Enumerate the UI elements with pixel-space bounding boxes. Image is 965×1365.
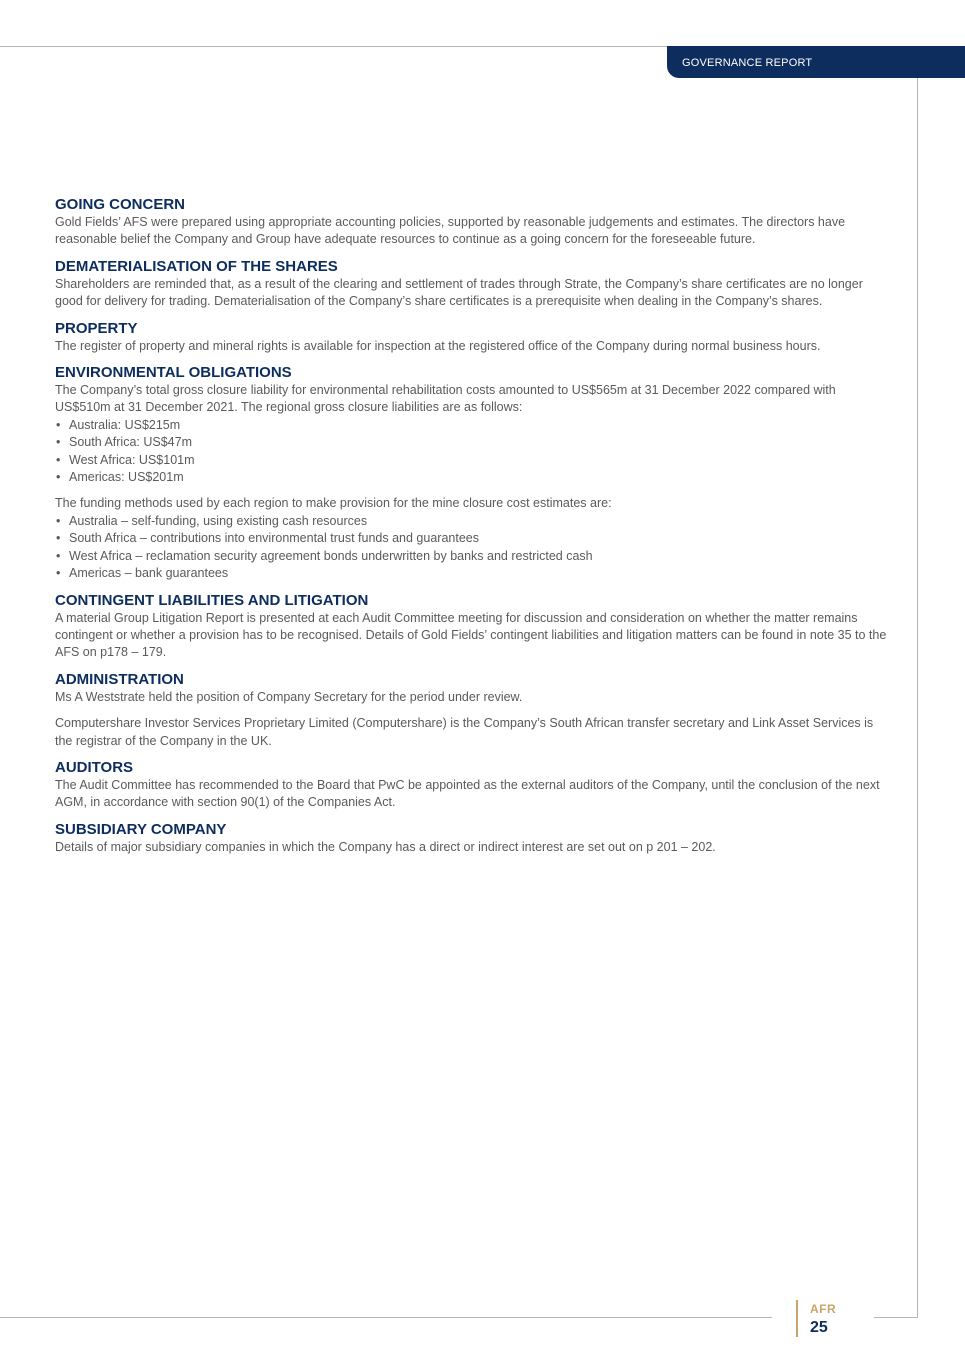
list-item: • Americas: US$201m	[55, 469, 890, 486]
paragraph: Details of major subsidiary companies in which the Company has a direct or indirect interest are set out on p 201 – 202.	[55, 839, 716, 854]
paragraph: Ms A Weststrate held the position of Company Secretary for the period under review.	[55, 689, 523, 704]
list-item: • Australia: US$215m	[55, 417, 890, 434]
paragraph: Gold Fields’ AFS were prepared using appropriate accounting policies, supported by reasonable judgements and estimates. The directors have reasonable belief the Company and Group have adequate resources to continue as a going concern for the foreseeable future.	[55, 215, 846, 247]
list-item: • South Africa – contributions into environmental trust funds and guarantees	[55, 530, 890, 547]
heading-contingent: CONTINGENT LIABILITIES AND LITIGATION	[55, 591, 369, 609]
list-item: • West Africa: US$101m	[55, 452, 890, 469]
paragraph: The funding methods used by each region to make provision for the mine closure cost estimates are:	[55, 496, 612, 511]
bottom-rule-end	[874, 1317, 918, 1318]
heading-subsidiary: SUBSIDIARY COMPANY	[55, 820, 227, 838]
heading-environmental: ENVIRONMENTAL OBLIGATIONS	[55, 364, 292, 382]
paragraph: The Audit Committee has recommended to the Board that PwC be appointed as the external auditors of the Company, until the conclusion of the next AGM, in accordance with section 90(1) of the Companies Act.	[55, 777, 880, 810]
paragraph: The register of property and mineral rights is available for inspection at the registered office of the Company during normal business hours.	[55, 338, 821, 353]
list-item: • Australia – self-funding, using existing cash resources	[55, 513, 890, 530]
section-tab: GOVERNANCE REPORT	[667, 46, 965, 78]
heading-property: PROPERTY	[55, 319, 138, 337]
paragraph: Computershare Investor Services Proprietary Limited (Computershare) is the Company’s South African transfer secretary and Link Asset Services is the registrar of the Company in the UK.	[55, 716, 874, 748]
paragraph: A material Group Litigation Report is presented at each Audit Committee meeting for discussion and consideration on whether the matter remains contingent or whether a provision has to be recognised. Details of Gold Fields’ contingent liabilities and litigation matters can be found in note 35 to the AFS on p178 – 179.	[55, 610, 887, 660]
liabilities-list	[55, 417, 890, 487]
paragraph: The Company’s total gross closure liability for environmental rehabilitation costs amounted to US$565m at 31 December 2022 compared with US$510m at 31 December 2021. The regional gross closure liabilities are as follows:	[55, 383, 836, 415]
page-number: 25	[810, 1319, 828, 1336]
heading-auditors: AUDITORS	[55, 758, 134, 776]
heading-dematerialisation: DEMATERIALISATION OF THE SHARES	[55, 257, 338, 275]
list-item: • Americas – bank guarantees	[55, 565, 890, 582]
footer-report-code: AFR	[810, 1302, 837, 1316]
funding-list	[55, 513, 890, 583]
right-rule	[917, 46, 918, 1318]
footer-accent-bar	[796, 1300, 798, 1337]
paragraph: Shareholders are reminded that, as a result of the clearing and settlement of trades through Strate, the Company’s share certificates are no longer good for delivery for trading. Dematerialisation of the Company’s share certificates is a prerequisite when dealing in the Company’s shares.	[55, 276, 863, 309]
heading-administration: ADMINISTRATION	[55, 670, 184, 688]
list-item: • West Africa – reclamation security agreement bonds underwritten by banks and restricted cash	[55, 548, 890, 565]
bottom-rule	[0, 1317, 772, 1318]
list-item: • South Africa: US$47m	[55, 434, 890, 451]
heading-going-concern: GOING CONCERN	[55, 196, 186, 213]
document-body	[55, 196, 890, 856]
